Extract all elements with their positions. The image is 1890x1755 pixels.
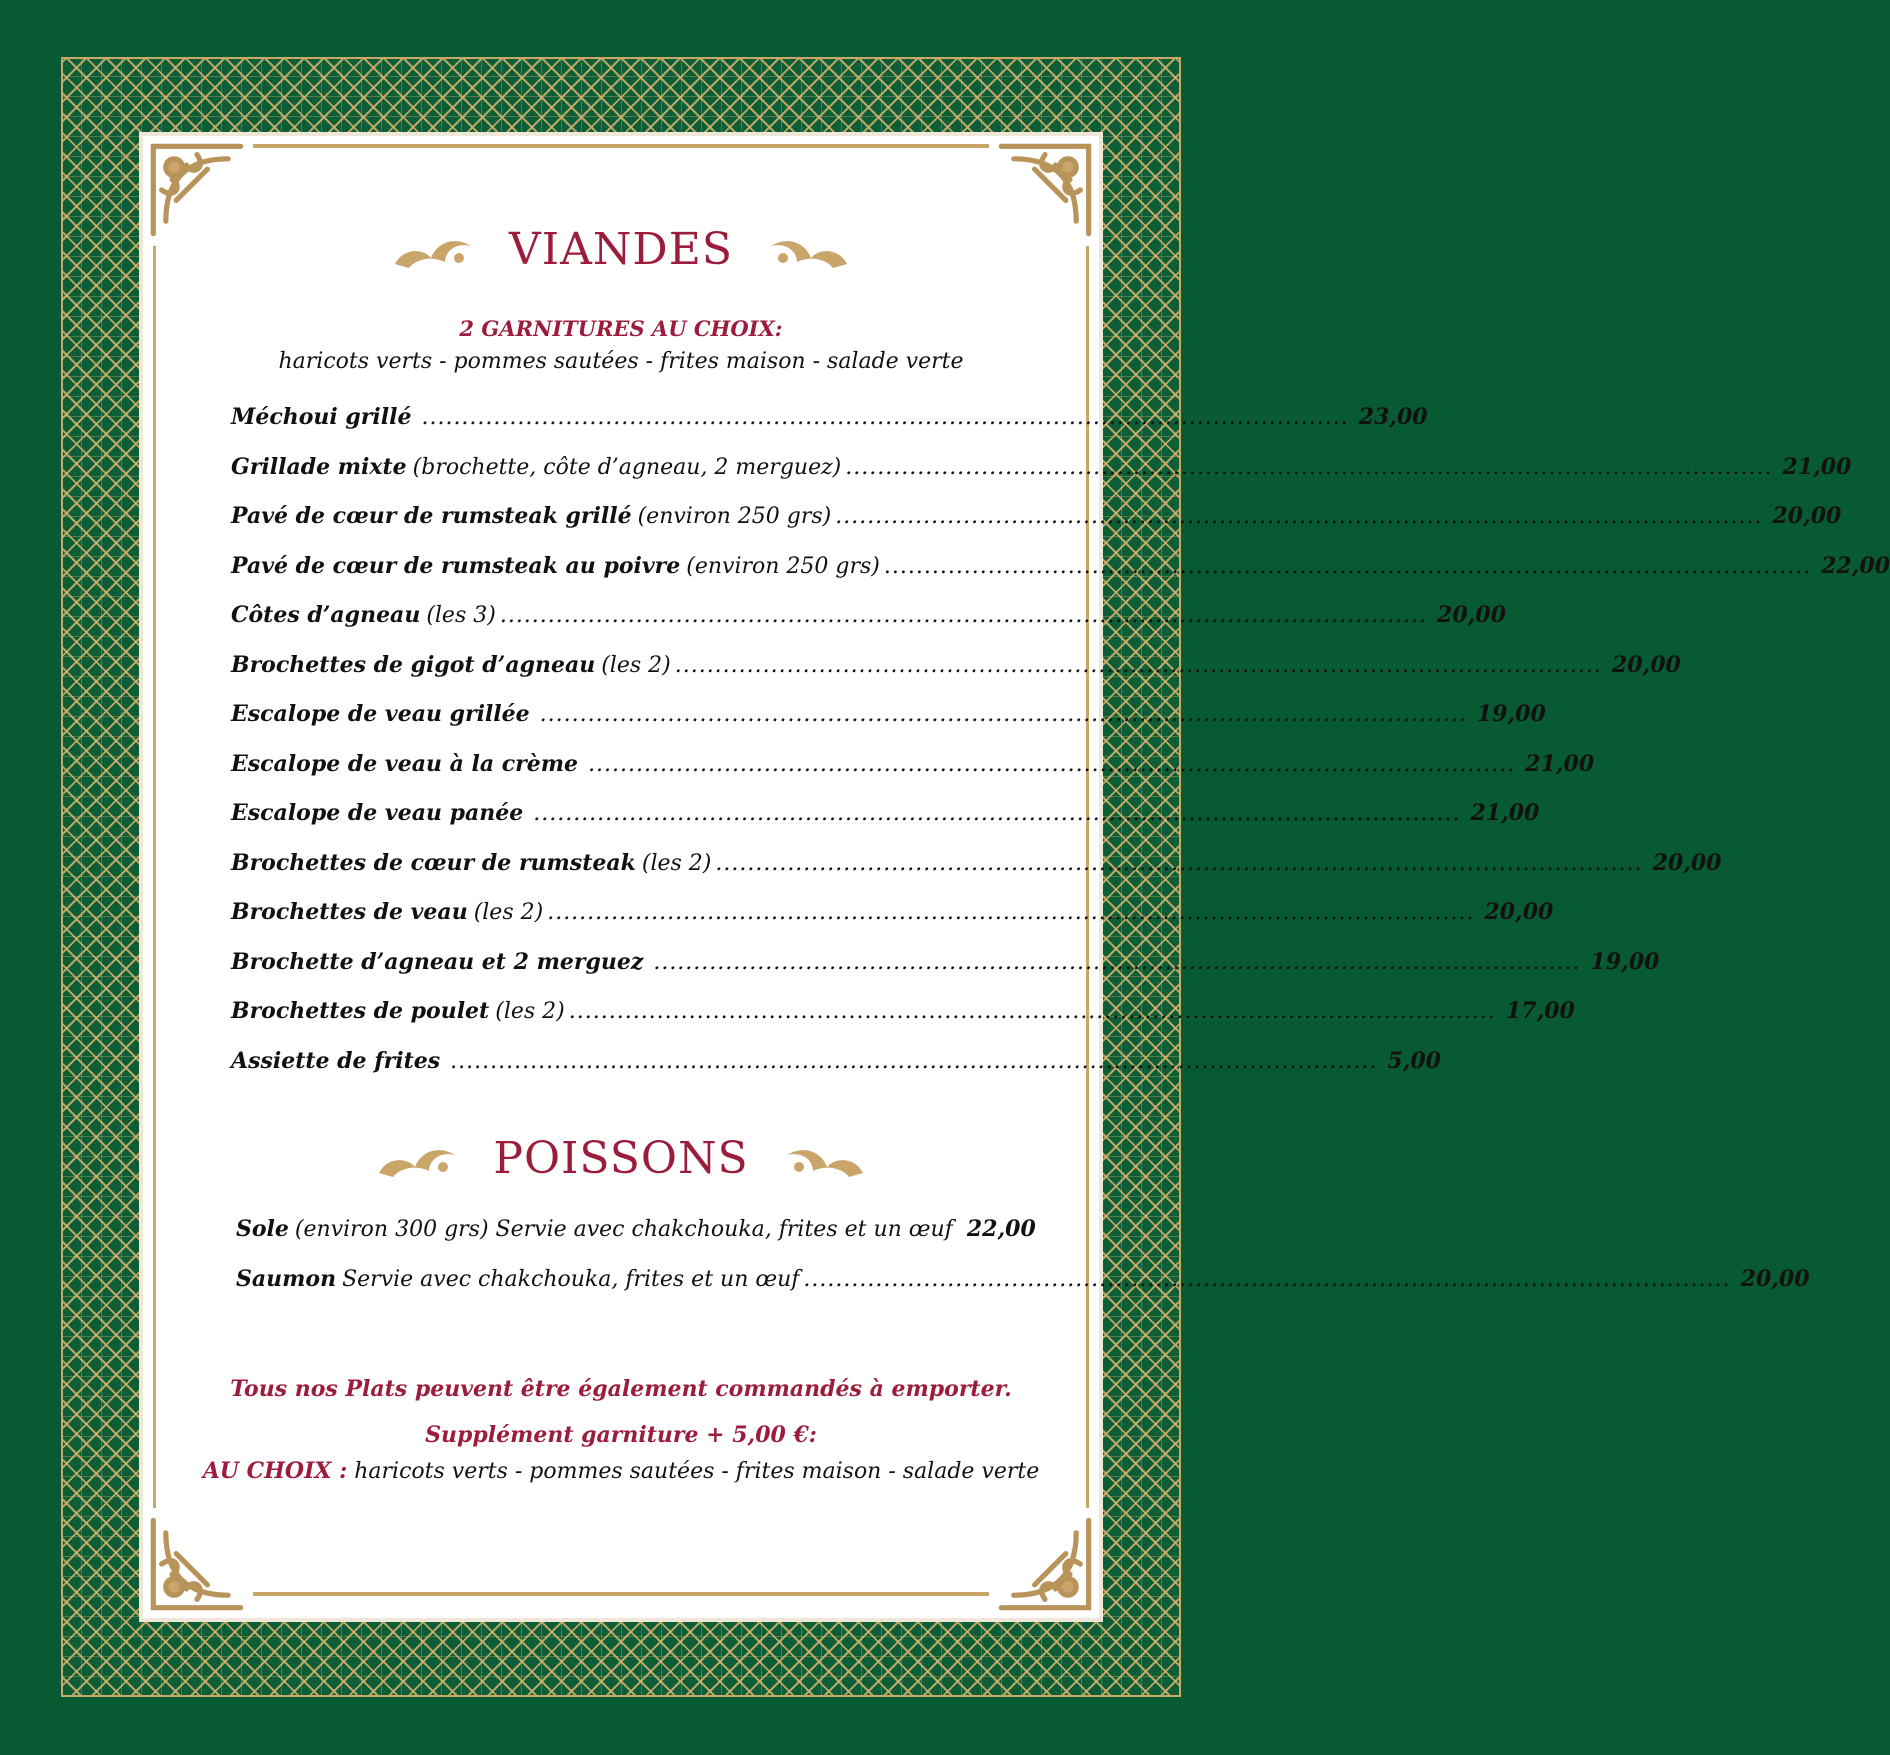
- item-name: Méchoui grillé: [231, 404, 412, 430]
- dot-leader: ....................................................................................................................: [674, 652, 1602, 678]
- dot-leader: ....................................................................................................................: [421, 405, 1349, 430]
- flourish-right-icon: [769, 228, 849, 272]
- dot-leader: ....................................................................................................................: [539, 702, 1467, 727]
- list-item: [231, 701, 1546, 751]
- list-item: [231, 404, 1428, 454]
- item-price: 20,00: [1611, 651, 1681, 678]
- frame-line-right: [1086, 246, 1089, 1508]
- item-price: 20,00: [1437, 602, 1506, 628]
- dot-leader: ....................................................................................................................: [883, 553, 1812, 579]
- item-name: Brochettes de gigot d’agneau: [231, 651, 596, 678]
- dot-leader: ....................................................................................................................: [653, 949, 1581, 975]
- item-desc: (les 2): [641, 850, 712, 876]
- flourish-left-icon: [377, 1137, 457, 1181]
- list-item: [231, 800, 1540, 850]
- supplement-note: Supplément garniture + 5,00 €:: [425, 1422, 817, 1448]
- item-desc: (environ 250 grs): [686, 553, 880, 579]
- garnitures-list: haricots verts - pommes sautées - frites maison - salade verte: [278, 349, 964, 374]
- item-name: Grillade mixte: [231, 453, 407, 480]
- item-desc: (les 2): [495, 999, 565, 1024]
- poissons-list: [236, 1216, 1810, 1315]
- item-name: Escalope de veau panée: [231, 800, 524, 826]
- viandes-heading: [143, 224, 1099, 275]
- item-desc: (brochette, côte d’agneau, 2 merguez): [412, 454, 842, 480]
- frame-line-top: [253, 144, 989, 148]
- garnitures-title: 2 GARNITURES AU CHOIX:: [459, 316, 783, 341]
- choice-note: [143, 1458, 1099, 1484]
- item-price: 19,00: [1476, 701, 1546, 727]
- dot-leader: ....................................................................................................................: [803, 1266, 1731, 1292]
- dot-leader: ....................................................................................................................: [588, 751, 1516, 777]
- item-desc: (les 2): [601, 652, 671, 678]
- list-item: [236, 1265, 1810, 1316]
- viandes-list: [231, 404, 1890, 1097]
- list-item: [231, 1047, 1441, 1098]
- dot-leader: ....................................................................................................................: [450, 1048, 1378, 1074]
- item-name: Brochette d’agneau et 2 merguez: [231, 948, 644, 975]
- item-desc: Servie avec chakchouka, frites et un œuf: [342, 1266, 800, 1292]
- list-item: [231, 651, 1681, 702]
- list-item: [231, 998, 1575, 1048]
- dot-leader: ....................................................................................................................: [499, 603, 1428, 628]
- item-price: 20,00: [1772, 503, 1842, 529]
- item-price: 21,00: [1782, 453, 1852, 480]
- item-name: Brochettes de veau: [231, 899, 468, 925]
- item-desc: (les 3): [426, 603, 496, 628]
- item-price: 23,00: [1358, 404, 1428, 430]
- dot-leader: ....................................................................................................................: [533, 801, 1461, 826]
- item-name: Pavé de cœur de rumsteak grillé: [231, 503, 632, 529]
- item-price: 20,00: [1740, 1265, 1810, 1292]
- menu-card: [143, 136, 1890, 1618]
- list-item: [231, 849, 1722, 900]
- item-name: Escalope de veau grillée: [231, 701, 530, 727]
- item-name: Saumon: [236, 1265, 337, 1292]
- list-item: [231, 750, 1595, 801]
- list-item: [231, 948, 1660, 999]
- poissons-title: POISSONS: [493, 1133, 749, 1184]
- dot-leader: ....................................................................................................................: [547, 900, 1475, 925]
- item-price: 17,00: [1505, 998, 1575, 1024]
- item-name: Brochettes de poulet: [231, 998, 490, 1024]
- item-name: Brochettes de cœur de rumsteak: [231, 849, 636, 876]
- frame-line-bottom: [253, 1592, 989, 1596]
- item-name: Escalope de veau à la crème: [231, 750, 579, 777]
- list-item: [231, 602, 1506, 652]
- viandes-title: VIANDES: [509, 224, 733, 275]
- dot-leader: ....................................................................................................................: [835, 504, 1763, 529]
- list-item: [231, 503, 1842, 553]
- item-price: 20,00: [1652, 849, 1722, 876]
- corner-ornament-icon: [145, 1512, 249, 1616]
- item-desc: (environ 250 grs): [637, 504, 832, 529]
- item-name: Côtes d’agneau: [231, 602, 421, 628]
- item-price: 22,00: [966, 1216, 1036, 1242]
- choice-label: AU CHOIX :: [202, 1458, 348, 1484]
- list-item: [236, 1216, 1036, 1266]
- item-desc: (environ 300 grs) Servie avec chakchouka, frites et un œuf: [294, 1217, 953, 1242]
- item-price: 19,00: [1590, 948, 1660, 975]
- poissons-heading: [143, 1133, 1099, 1184]
- dot-leader: ....................................................................................................................: [568, 999, 1496, 1024]
- item-name: Assiette de frites: [231, 1047, 441, 1074]
- item-desc: (les 2): [473, 900, 544, 925]
- item-price: 5,00: [1387, 1047, 1441, 1074]
- item-name: Sole: [236, 1216, 289, 1242]
- flourish-left-icon: [393, 228, 473, 272]
- takeaway-note: Tous nos Plats peuvent être également commandés à emporter.: [230, 1376, 1012, 1402]
- dot-leader: ....................................................................................................................: [715, 850, 1643, 876]
- item-price: 21,00: [1470, 800, 1540, 826]
- item-price: 20,00: [1484, 899, 1554, 925]
- item-price: 21,00: [1525, 750, 1595, 777]
- item-name: Pavé de cœur de rumsteak au poivre: [231, 552, 681, 579]
- list-item: [231, 552, 1890, 603]
- frame-line-left: [153, 246, 156, 1508]
- list-item: [231, 453, 1852, 504]
- flourish-right-icon: [785, 1137, 865, 1181]
- choice-list: haricots verts - pommes sautées - frites maison - salade verte: [354, 1459, 1040, 1484]
- corner-ornament-icon: [993, 1512, 1097, 1616]
- list-item: [231, 899, 1554, 949]
- dot-leader: ....................................................................................................................: [845, 454, 1773, 480]
- item-price: 22,00: [1821, 552, 1890, 579]
